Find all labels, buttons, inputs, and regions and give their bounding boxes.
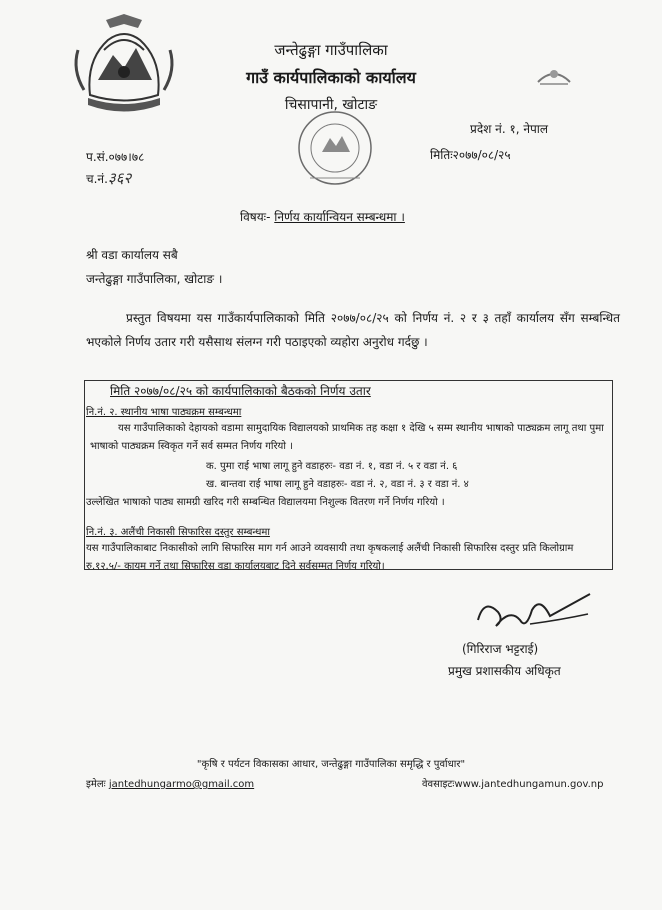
website-link[interactable]: www.jantedhungamun.gov.np (454, 779, 604, 790)
recipient-line-1: श्री वडा कार्यालय सबै (86, 248, 178, 262)
decision-box-title: मिति २०७७/०८/२५ को कार्यपालिकाको बैठकको निर्णय उतार (110, 384, 371, 398)
office-seal-stamp-icon (290, 108, 380, 190)
office-name: गाउँ कार्यपालिकाको कार्यालय (246, 68, 416, 87)
chalani-number-line (86, 168, 131, 188)
decision-2-item-a: क. पुमा राई भाषा लागू हुने वडाहरुः- वडा नं. १, वडा नं. ५ र वडा नं. ६ (206, 461, 458, 472)
subject-label: विषयः- (240, 210, 271, 224)
footer-motto: "कृषि र पर्यटन विकासका आधार, जन्तेढुङ्गा गाउँपालिका समृद्धि र पुर्वाधार" (196, 759, 466, 770)
body-paragraph: प्रस्तुत विषयमा यस गाउँकार्यपालिकाको मिति २०७७/०८/२५ को निर्णय नं. २ र ३ तहाँ कार्यालय सँग सम्बन्धित भएकोले निर्णय उतार गरी यसैसाथ संलग्न गरी पठाइएको व्यहोरा अनुरोध गर्दछु । (86, 311, 620, 349)
decision-3-heading: नि.नं. ३. अलैंची निकासी सिफारिस दस्तुर सम्बन्धमा (86, 527, 270, 538)
decision-3-paragraph: यस गाउँपालिकाबाट निकासीको लागि सिफारिस माग गर्न आउने व्यवसायी तथा कृषकलाई अलैंची निकासी सिफारिस दस्तुर प्रति किलोग्राम रु.१२.५/- कायम गर्ने तथा सिफारिस वडा कार्यालयबाट दिने सर्वसम्मत निर्णय गरियो। (86, 543, 574, 572)
province-line: प्रदेश नं. १, नेपाल (470, 122, 549, 136)
subject-line (240, 208, 405, 225)
handwritten-signature-icon (470, 590, 600, 640)
decision-2-item-b: ख. बान्तवा राई भाषा लागू हुने वडाहरुः- वडा नं. २, वडा नं. ३ र वडा नं. ४ (206, 479, 469, 490)
subject-text: निर्णय कार्यान्वियन सम्बन्धमा । (274, 210, 405, 224)
recipient-line-2: जन्तेढुङ्गा गाउँपालिका, खोटाङ । (86, 272, 223, 286)
chalani-number: ३६२ (107, 169, 132, 187)
patra-sankhya: प.सं.०७७।७८ (86, 150, 145, 164)
signatory-name: (गिरिराज भट्टराई) (462, 642, 539, 656)
letter-date: मितिः२०७७/०८/२५ (430, 148, 511, 162)
decision-2-heading: नि.नं. २. स्थानीय भाषा पाठ्यक्रम सम्बन्धमा (86, 407, 242, 418)
email-label: इमेलः (86, 779, 106, 790)
decision-2-paragraph: यस गाउँपालिकाको देहायको वडामा सामुदायिक विद्यालयको प्राथमिक तह कक्षा १ देखि ५ सम्म स्थानीय भाषाको पाठ्यक्रम लागू तथा पुमा भाषाको पाठ्यक्रम स्विकृत गर्ने सर्व सम्मत निर्णय गरियो । (90, 423, 604, 452)
footer-email (86, 776, 254, 790)
decision-2-closing: उल्लेखित भाषाको पाठ्य सामग्री खरिद गरी सम्बन्धित विद्यालयमा निशुल्क वितरण गर्ने निर्णय गरियो । (86, 497, 445, 508)
website-label: वेवसाइटः (422, 779, 455, 790)
chalani-label: च.नं. (86, 172, 108, 186)
footer-website (422, 776, 603, 790)
email-link[interactable]: jantedhungarmo@gmail.com (108, 779, 255, 790)
signatory-title: प्रमुख प्रशासकीय अधिकृत (448, 664, 561, 678)
municipality-name: जन्तेढुङ्गा गाउँपालिका (274, 41, 388, 59)
office-location: चिसापानी, खोटाङ (284, 97, 378, 113)
